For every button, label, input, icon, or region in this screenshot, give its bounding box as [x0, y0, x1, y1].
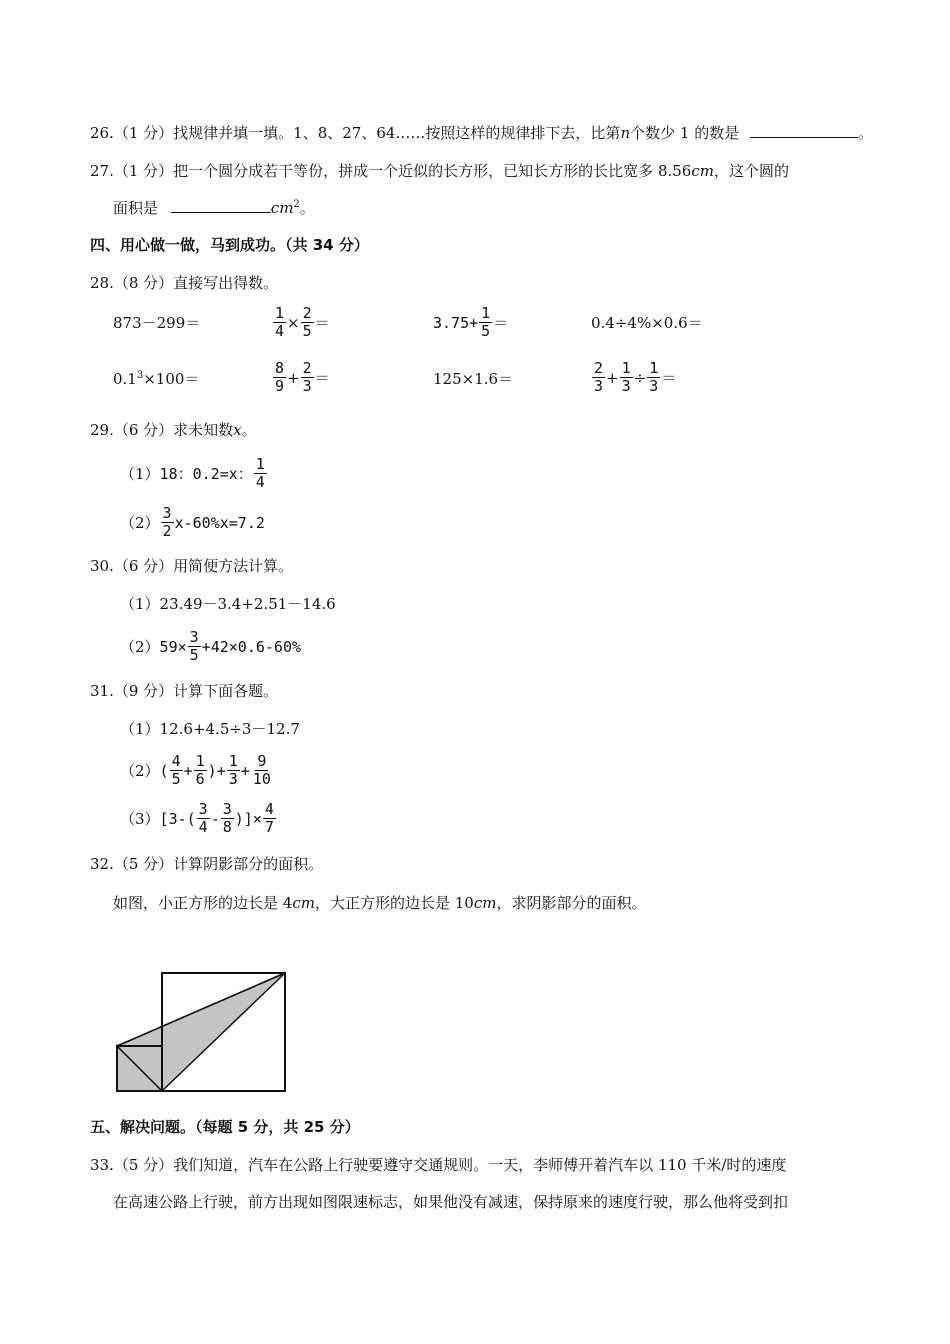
q28-expr-4: 0.4÷4%×0.6＝ — [591, 314, 703, 332]
question-33-line2: 在高速公路上行驶，前方出现如图限速标志，如果他没有减速，保持原来的速度行驶，那么他将受到扣 — [113, 1193, 789, 1211]
question-30-title: 30.（6 分）用简便方法计算。 — [90, 557, 294, 575]
question-26: 26.（1 分）找规律并填一填。1、8、27、64……按照这样的规律排下去，比第n个数少 1 的数是 。 — [90, 124, 873, 142]
q28-expr-1: 873－299＝ — [113, 314, 201, 332]
question-29-title: 29.（6 分）求未知数x。 — [90, 421, 257, 439]
q28-expr-2: $\frac{1}{4}$ × $\frac{2}{5}$ ＝ — [275, 304, 330, 340]
q28-expr-8: $\frac{2}{3}$ + $\frac{1}{3}$ ÷ $\frac{1}{3}$ ＝ — [594, 359, 677, 395]
q30-part-2: （2） 59× $\frac{3}{5}$ +42×0.6-60% — [120, 628, 302, 664]
question-27-line2: 面积是 $cm^2$。 — [113, 199, 315, 217]
question-31-title: 31.（9 分）计算下面各题。 — [90, 682, 279, 700]
q31-part-1: （1）12.6+4.5÷3－12.7 — [120, 720, 300, 738]
shaded-area-figure — [110, 966, 294, 1100]
q30-part-1: （1）23.49－3.4+2.51－14.6 — [120, 595, 336, 613]
answer-blank-27[interactable] — [171, 198, 271, 213]
q31-part-3: （3） [3-( $\frac{3}{4}$ - $\frac{3}{8}$ )]× $\frac{4}{7}$ — [120, 800, 274, 836]
answer-blank-26[interactable] — [750, 123, 858, 138]
q28-expr-7: 125×1.6＝ — [433, 370, 514, 388]
question-32-description: 如图，小正方形的边长是 4cm，大正方形的边长是 10cm，求阴影部分的面积。 — [113, 894, 647, 912]
q29-part-1: （1） 18：0.2=x： $\frac{1}{4}$ — [120, 455, 265, 491]
q28-expr-3: 3.75+ $\frac{1}{5}$ ＝ — [433, 304, 509, 340]
question-33-line1: 33.（5 分）我们知道，汽车在公路上行驶要遵守交通规则。一天，李师傅开着汽车以 110 千米/时的速度 — [90, 1156, 787, 1174]
section-4-heading: 四、用心做一做，马到成功。（共 34 分） — [90, 236, 369, 254]
q29-part-2: （2） $\frac{3}{2}$ x-60%x=7.2 — [120, 504, 265, 540]
question-28-title: 28.（8 分）直接写出得数。 — [90, 274, 279, 292]
q28-expr-6: $\frac{8}{9}$ + $\frac{2}{3}$ ＝ — [275, 359, 330, 395]
section-5-heading: 五、解决问题。（每题 5 分，共 25 分） — [90, 1118, 360, 1136]
question-27-line1: 27.（1 分）把一个圆分成若干等份，拼成一个近似的长方形，已知长方形的长比宽多 8.56cm，这个圆的 — [90, 162, 789, 180]
q31-part-2: （2） ( $\frac{4}{5}$ + $\frac{1}{6}$ ) + $\frac{1}{3}$ + $\frac{9}{10}$ — [120, 752, 271, 788]
question-32-title: 32.（5 分）计算阴影部分的面积。 — [90, 855, 324, 873]
q28-expr-5: $0.1^3\times 100=$ — [113, 370, 200, 388]
